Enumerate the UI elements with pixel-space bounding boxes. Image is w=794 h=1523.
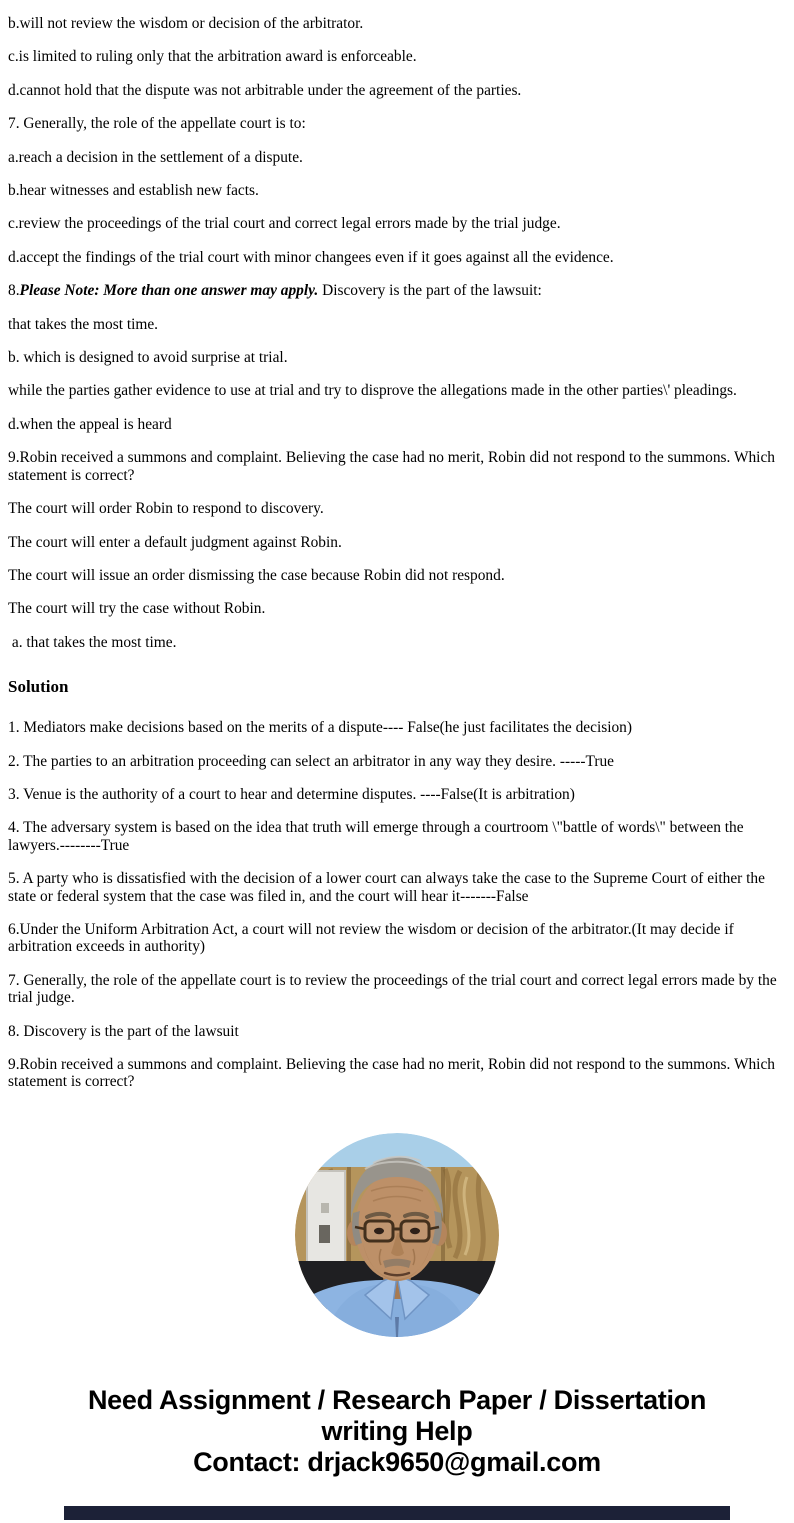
paragraph: 9.Robin received a summons and complaint. Believing the case had no merit, Robin did not respond to the summons. Which statement is correct? — [8, 449, 779, 484]
paragraph: a. that takes the most time. — [8, 633, 177, 651]
portrait-illustration — [295, 1133, 499, 1337]
paragraph: c.review the proceedings of the trial court and correct legal errors made by the trial judge. — [8, 215, 561, 233]
paragraph: The court will try the case without Robin. — [8, 600, 266, 618]
paragraph: while the parties gather evidence to use at trial and try to disprove the allegations made in the other parties\' pleadings. — [8, 382, 737, 400]
solution-items — [8, 719, 788, 1091]
solution-item: 1. Mediators make decisions based on the merits of a dispute---- False(he just facilitates the decision) — [8, 719, 632, 737]
paragraph: a.reach a decision in the settlement of a dispute. — [8, 148, 303, 166]
solution-heading: Solution — [8, 677, 69, 697]
solution-item: 7. Generally, the role of the appellate court is to review the proceedings of the trial court and correct legal errors made by the trial judge. — [8, 971, 781, 1007]
paragraph: The court will issue an order dismissing the case because Robin did not respond. — [8, 566, 505, 584]
paragraphs — [8, 15, 788, 651]
paragraph: The court will order Robin to respond to discovery. — [8, 500, 324, 518]
profile-photo — [295, 1133, 499, 1337]
solution-item: 3. Venue is the authority of a court to hear and determine disputes. ----False(It is arbitration) — [8, 785, 575, 803]
paragraph: c.is limited to ruling only that the arbitration award is enforceable. — [8, 48, 417, 66]
solution-item: 5. A party who is dissatisfied with the decision of a lower court can always take the case to the Supreme Court of either the state or federal system that the case was filed in, and the court will hear it-------False — [8, 870, 769, 905]
paragraph: d.accept the findings of the trial court with minor changees even if it goes against all the evidence. — [8, 248, 614, 266]
paragraph: b. which is designed to avoid surprise at trial. — [8, 349, 288, 367]
footer-line-1: Need Assignment / Research Paper / Dissertation — [87, 1384, 707, 1415]
paragraph: b.will not review the wisdom or decision of the arbitrator. — [8, 15, 364, 32]
paragraph: b.hear witnesses and establish new facts. — [8, 182, 259, 200]
paragraph: d.cannot hold that the dispute was not arbitrable under the agreement of the parties. — [8, 81, 522, 99]
footer-promo — [0, 1385, 794, 1478]
solution-item: 6.Under the Uniform Arbitration Act, a court will not review the wisdom or decision of the arbitrator.(It may decide if arbitration exceeds in authority) — [8, 920, 738, 956]
paragraph: d.when the appeal is heard — [8, 415, 172, 433]
solution-item: 2. The parties to an arbitration proceeding can select an arbitrator in any way they desire. -----True — [8, 752, 614, 770]
bottom-bar — [64, 1506, 730, 1520]
paragraph: The court will enter a default judgment against Robin. — [8, 533, 342, 551]
paragraph: 7. Generally, the role of the appellate court is to: — [8, 115, 306, 133]
solution-item: 9.Robin received a summons and complaint. Believing the case had no merit, Robin did not respond to the summons. Which statement is correct? — [8, 1056, 779, 1091]
footer-line-2: writing Help — [321, 1415, 473, 1446]
solution-item: 4. The adversary system is based on the idea that truth will emerge through a courtroom \"battle of words\" between the lawyers.--------True — [8, 819, 748, 854]
solution-item: 8. Discovery is the part of the lawsuit — [8, 1022, 239, 1040]
paragraph: that takes the most time. — [8, 315, 159, 333]
paragraph: 8.Please Note: More than one answer may apply. Discovery is the part of the lawsuit: — [8, 282, 542, 300]
footer-contact-email: Contact: drjack9650@gmail.com — [193, 1446, 601, 1477]
